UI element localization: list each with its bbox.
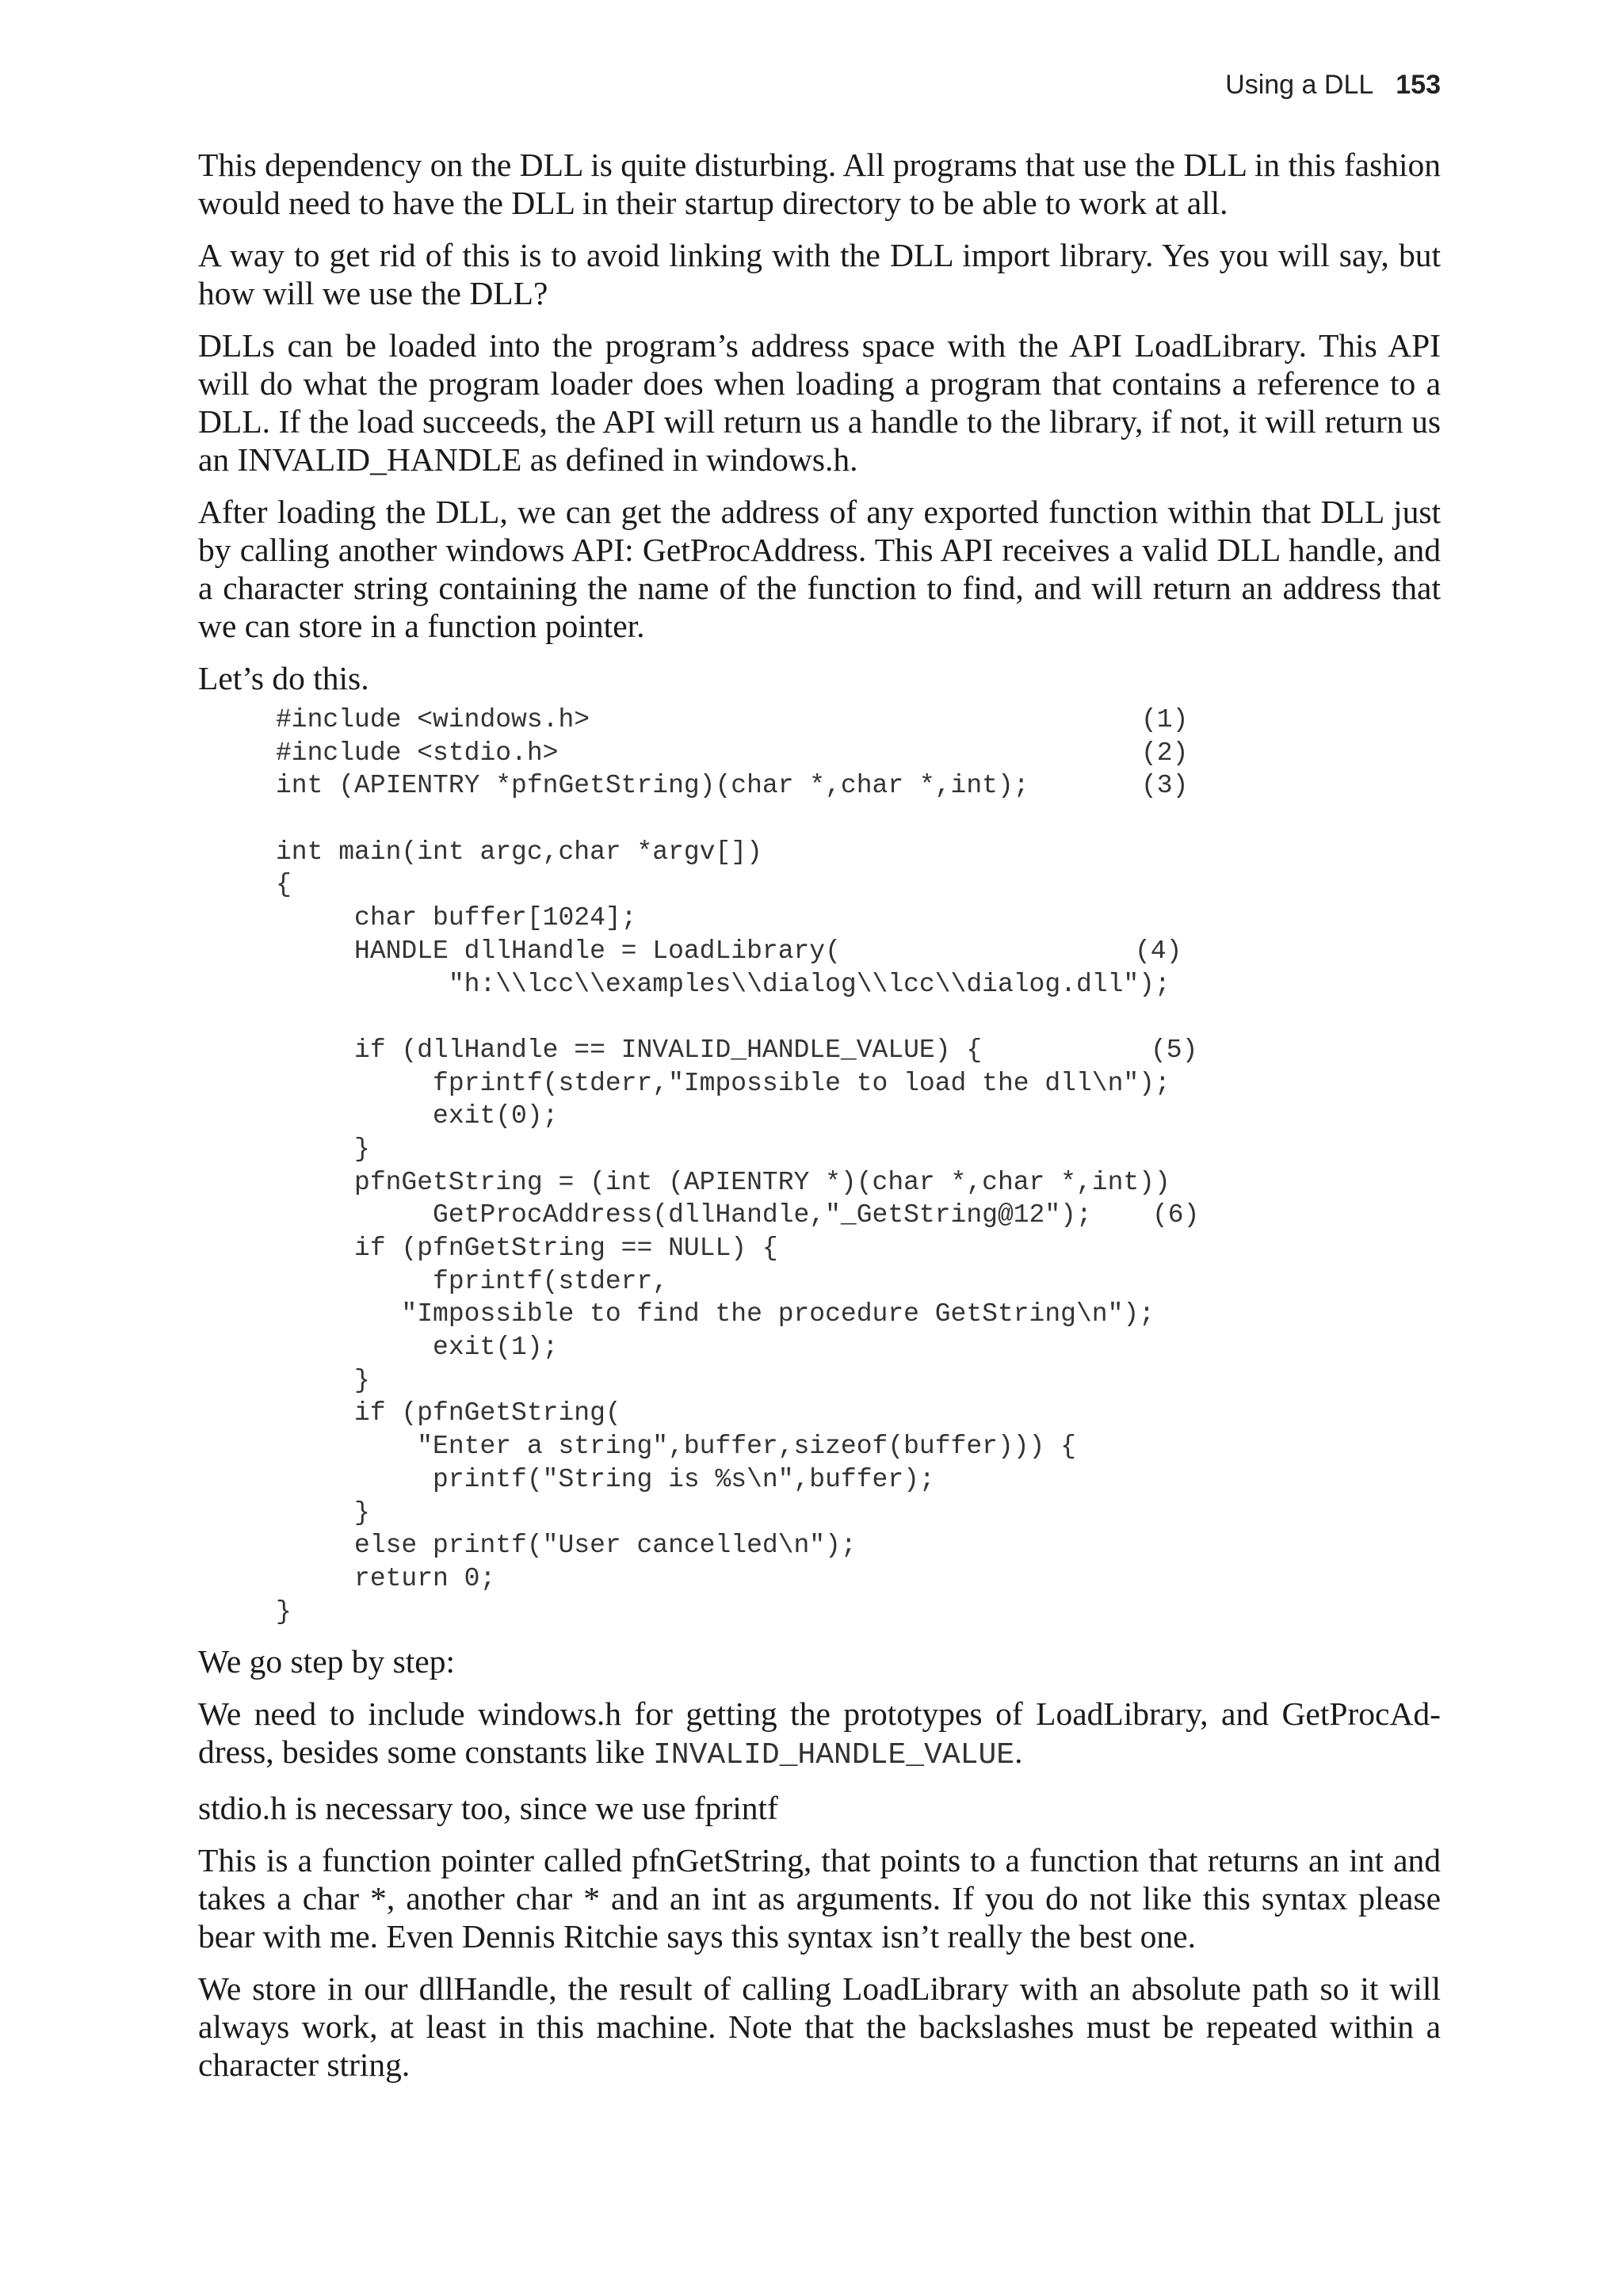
code-line: [276, 1497, 1441, 1530]
code-line: [276, 1397, 1441, 1430]
inline-code: INVALID_HANDLE_VALUE: [653, 1738, 1015, 1773]
code-line: [276, 1562, 1441, 1596]
paragraph: We store in our dllHandle, the result of calling LoadLibrary with an absolute path so it will always work, at least in this machine. Note that the backslashes must be repeated within a character string.: [198, 1970, 1441, 2084]
code-text: printf("String is %s\n",buffer);: [276, 1464, 935, 1494]
code-line: [276, 1596, 1441, 1629]
code-line: [276, 1298, 1441, 1331]
code-text: }: [276, 1497, 370, 1527]
code-line: [276, 1463, 1441, 1497]
code-text: exit(1);: [276, 1333, 559, 1363]
code-text: #include <stdio.h>: [276, 738, 559, 768]
code-text: GetProcAddress(dllHandle,"_GetString@12");: [276, 1200, 1092, 1230]
code-line: [276, 968, 1441, 1001]
code-text: char buffer[1024];: [276, 903, 637, 933]
paragraph: This dependency on the DLL is quite disturbing. All programs that use the DLL in this fashion would need to have the DLL in their startup directory to be able to work at all.: [198, 147, 1441, 221]
code-line: [276, 1133, 1441, 1166]
page-header: [1225, 70, 1441, 101]
code-text: }: [276, 1596, 292, 1627]
code-line: [276, 1529, 1441, 1562]
code-line: [276, 769, 1441, 803]
code-callout-marker: (5): [1151, 1035, 1198, 1065]
code-line: [276, 1166, 1441, 1199]
code-line: [276, 1067, 1441, 1100]
code-text: return 0;: [276, 1563, 496, 1593]
code-line: [276, 1331, 1441, 1364]
code-text: HANDLE dllHandle = LoadLibrary(: [276, 936, 841, 966]
code-line: [276, 935, 1441, 968]
code-callout-marker: (2): [1141, 738, 1189, 768]
code-line: [276, 1034, 1441, 1067]
code-text: fprintf(stderr,: [276, 1266, 669, 1296]
paragraph: Let’s do this.: [198, 660, 369, 696]
code-line: [276, 704, 1441, 737]
code-text: int main(int argc,char *argv[]): [276, 837, 762, 867]
code-line: [276, 1364, 1441, 1398]
code-text: {: [276, 870, 292, 900]
code-line: [276, 868, 1441, 902]
code-text: else printf("User cancelled\n");: [276, 1531, 857, 1561]
code-text: #include <windows.h>: [276, 705, 590, 734]
code-listing: [276, 704, 1441, 1628]
code-callout-marker: (6): [1152, 1200, 1200, 1230]
code-line: [276, 1199, 1441, 1232]
paragraph: stdio.h is necessary too, since we use fprintf: [198, 1790, 778, 1827]
code-text: }: [276, 1134, 370, 1164]
code-text: "Impossible to find the procedure GetString\n");: [276, 1299, 1155, 1329]
code-text: pfnGetString = (int (APIENTRY *)(char *,char *,int)): [276, 1167, 1170, 1197]
paragraph: DLLs can be loaded into the program’s address space with the API LoadLibrary. This API will do what the program loader does when loading a program that contains a reference to a DLL. If the load succeeds, the API will return us a handle to the library, if not, it will return us an INVALID_HANDLE as defined in windows.h.: [198, 327, 1441, 478]
code-callout-marker: (1): [1141, 705, 1189, 734]
step1-end: .: [1014, 1733, 1023, 1771]
code-line: [276, 836, 1441, 869]
code-text: if (dllHandle == INVALID_HANDLE_VALUE) {: [276, 1035, 983, 1065]
code-line: [276, 1430, 1441, 1463]
code-text: if (pfnGetString(: [276, 1398, 621, 1428]
paragraph: This is a function pointer called pfnGetString, that points to a function that returns an int and takes a char *, another char * and an int as arguments. If you do not like this syntax please bear with me. Even Dennis Ritchie says this syntax isn’t really the best one.: [198, 1842, 1441, 1955]
code-text: if (pfnGetString == NULL) {: [276, 1234, 778, 1263]
page-number: 153: [1396, 70, 1441, 100]
code-text: "h:\\lcc\\examples\\dialog\\lcc\\dialog.dll");: [276, 969, 1170, 999]
code-text: int (APIENTRY *pfnGetString)(char *,char *,int);: [276, 771, 1029, 801]
code-line: [276, 1265, 1441, 1299]
step-intro: We go step by step:: [198, 1643, 455, 1680]
code-line: [276, 803, 1441, 836]
code-line: [276, 1100, 1441, 1133]
step1-text: We need to include windows.h for getting the prototypes of LoadLibrary, and GetProcAd-dress, besides some constants like: [198, 1695, 1441, 1771]
code-line: [276, 1001, 1441, 1034]
code-callout-marker: (3): [1141, 771, 1189, 801]
code-text: fprintf(stderr,"Impossible to load the dll\n");: [276, 1068, 1170, 1098]
code-text: }: [276, 1365, 370, 1395]
code-line: [276, 1232, 1441, 1265]
code-line: [276, 902, 1441, 935]
paragraph: A way to get rid of this is to avoid linking with the DLL import library. Yes you will say, but how will we use the DLL?: [198, 237, 1441, 311]
running-head-title: Using a DLL: [1225, 70, 1374, 100]
code-callout-marker: (4): [1135, 936, 1182, 966]
paragraph: After loading the DLL, we can get the address of any exported function within that DLL just by calling another windows API: GetProcAddress. This API receives a valid DLL handle, and a character string containing the name of the function to find, and will return an address that we can store in a function pointer.: [198, 494, 1441, 644]
page-body: [198, 146, 1441, 2098]
paragraph: [198, 1695, 1441, 1775]
code-line: [276, 737, 1441, 770]
code-text: "Enter a string",buffer,sizeof(buffer))) {: [276, 1432, 1076, 1462]
code-text: exit(0);: [276, 1101, 559, 1131]
